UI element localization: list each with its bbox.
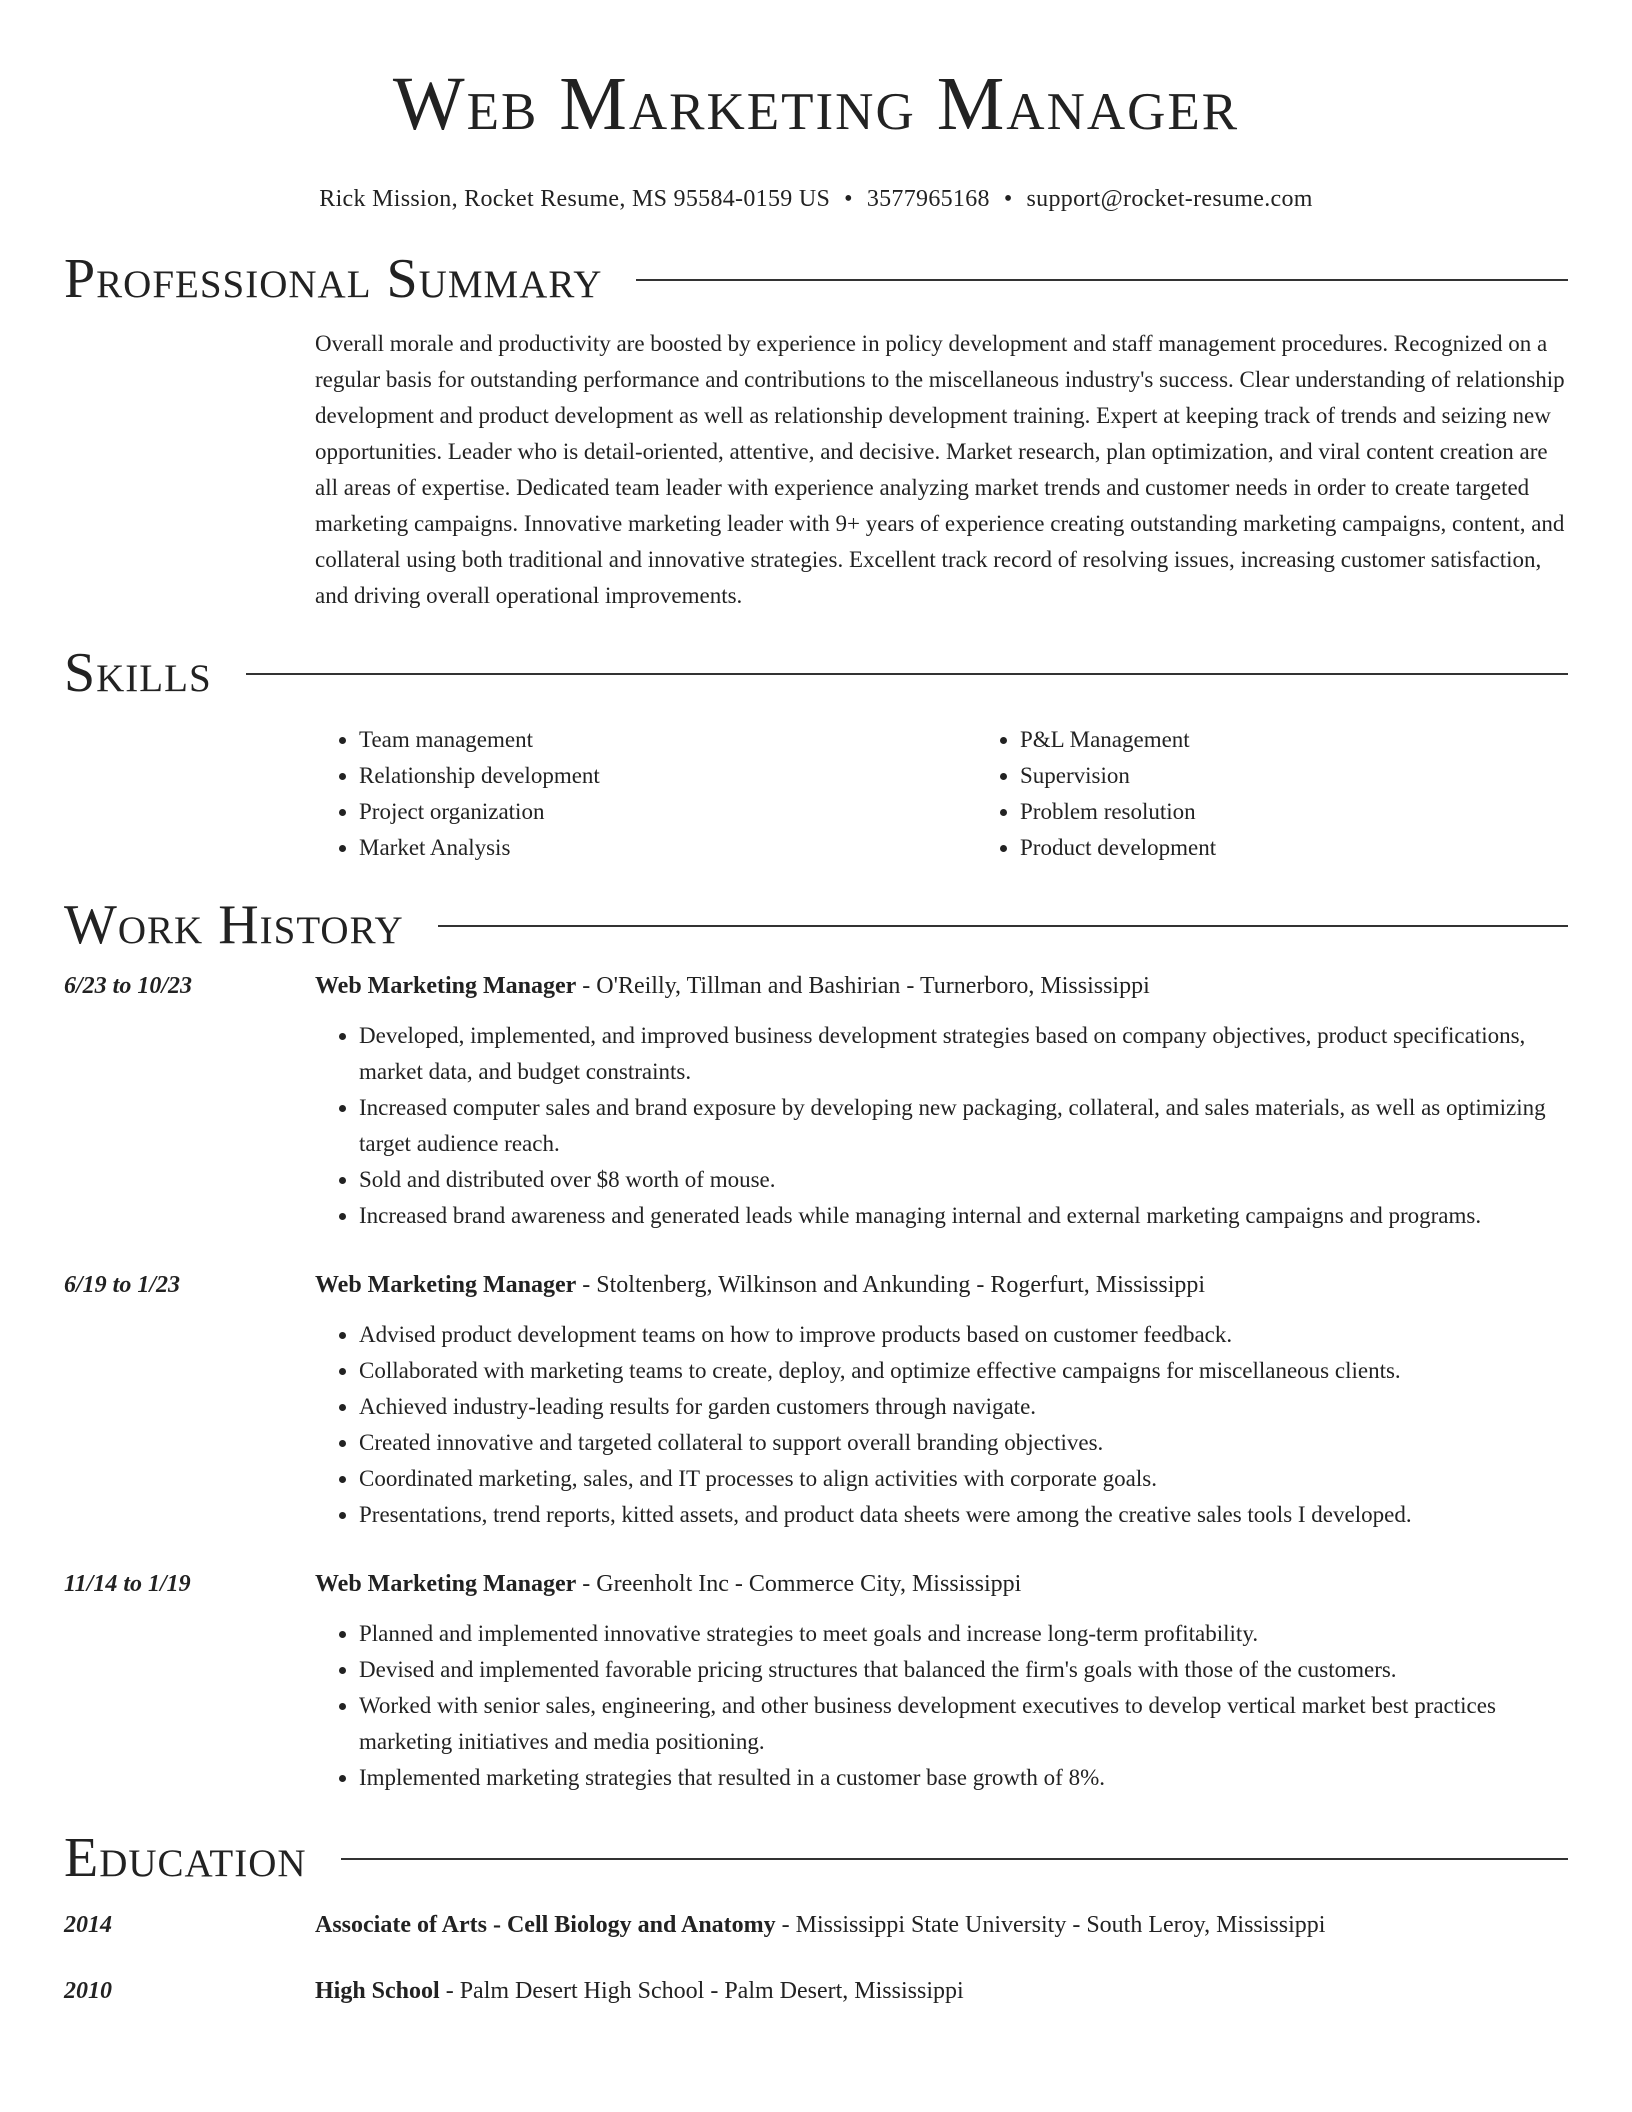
- skill-item: • P&L Management: [1020, 722, 1632, 758]
- job-bullet: • Collaborated with marketing teams to create, deploy, and optimize effective campaigns for miscellaneous clients.: [359, 1353, 1568, 1389]
- job-bullet: • Presentations, trend reports, kitted assets, and product data sheets were among the creative sales tools I developed.: [359, 1497, 1568, 1533]
- skills-title: Skills: [64, 642, 212, 704]
- skill-item: • Relationship development: [359, 758, 976, 794]
- job-bullets: [315, 1616, 1568, 1796]
- skill-item: • Project organization: [359, 794, 976, 830]
- job-title: Web Marketing Manager: [315, 1571, 577, 1597]
- job-dates: 6/19 to 1/23: [64, 1272, 181, 1298]
- section-divider: [246, 673, 1568, 675]
- job-dates: 6/23 to 10/23: [64, 973, 193, 999]
- contact-address: Rick Mission, Rocket Resume, MS 95584-0159 US: [319, 186, 831, 212]
- job-entry: [64, 968, 1568, 1234]
- job-bullet: • Increased computer sales and brand exposure by developing new packaging, collateral, and sales materials, as well as optimizing target audience reach.: [359, 1090, 1568, 1162]
- skills-grid: [315, 722, 1632, 866]
- job-bullet: • Created innovative and targeted collateral to support overall branding objectives.: [359, 1425, 1568, 1461]
- skills-row: [64, 722, 1568, 866]
- job-bullet: • Devised and implemented favorable pricing structures that balanced the firm's goals with those of the customers.: [359, 1652, 1568, 1688]
- job-bullet: • Advised product development teams on how to improve products based on customer feedback.: [359, 1317, 1568, 1353]
- summary-title: Professional Summary: [64, 248, 603, 310]
- job-bullet: • Increased brand awareness and generated leads while managing internal and external marketing campaigns and programs.: [359, 1198, 1568, 1234]
- work-title: Work History: [64, 894, 404, 956]
- skills-section-header: [64, 638, 1568, 708]
- job-heading: [315, 1267, 1568, 1303]
- summary-row: [64, 326, 1568, 614]
- contact-separator: •: [1003, 186, 1013, 212]
- section-divider: [636, 279, 1568, 281]
- job-bullet: • Implemented marketing strategies that resulted in a customer base growth of 8%.: [359, 1760, 1568, 1796]
- skill-item: • Market Analysis: [359, 830, 976, 866]
- education-degree: High School: [315, 1978, 440, 2004]
- job-bullet: • Planned and implemented innovative strategies to meet goals and increase long-term profitability.: [359, 1616, 1568, 1652]
- education-year: 2010: [64, 1978, 112, 2004]
- job-title: Web Marketing Manager: [315, 1272, 577, 1298]
- job-bullet: • Sold and distributed over $8 worth of mouse.: [359, 1162, 1568, 1198]
- education-details: - Mississippi State University - South Leroy, Mississippi: [775, 1912, 1326, 1938]
- summary-text: Overall morale and productivity are boosted by experience in policy development and staff management procedures. Recognized on a regular basis for outstanding performance and contributions to the miscellaneous industry's success. Clear understanding of relationship development and product development as well as relationship development training. Expert at keeping track of trends and seizing new opportunities. Leader who is detail-oriented, attentive, and decisive. Market research, plan optimization, and viral content creation are all areas of expertise. Dedicated team leader with experience analyzing market trends and customer needs in order to create targeted marketing campaigns. Innovative marketing leader with 9+ years of experience creating outstanding marketing campaigns, content, and collateral using both traditional and innovative strategies. Excellent track record of resolving issues, increasing customer satisfaction, and driving overall operational improvements.: [315, 331, 1565, 608]
- job-heading: [315, 1566, 1568, 1602]
- job-details: - Greenholt Inc - Commerce City, Mississippi: [576, 1571, 1022, 1597]
- summary-spacer: [64, 326, 315, 614]
- contact-phone: 3577965168: [866, 186, 990, 212]
- education-title: Education: [64, 1827, 307, 1889]
- job-title: Web Marketing Manager: [315, 973, 577, 999]
- education-heading: [315, 1973, 1568, 2009]
- job-entry: [64, 1267, 1568, 1533]
- education-entry: [64, 1907, 1568, 1943]
- education-section-header: [64, 1823, 1568, 1893]
- education-details: - Palm Desert High School - Palm Desert, Mississippi: [439, 1978, 964, 2004]
- job-bullet: • Worked with senior sales, engineering, and other business development executives to develop vertical market best practices marketing initiatives and media positioning.: [359, 1688, 1568, 1760]
- skill-item: • Supervision: [1020, 758, 1632, 794]
- education-entry: [64, 1973, 1568, 2009]
- job-bullets: [315, 1317, 1568, 1533]
- resume-name: Web Marketing Manager: [392, 62, 1240, 146]
- skill-item: • Product development: [1020, 830, 1632, 866]
- section-divider: [438, 925, 1568, 927]
- job-details: - Stoltenberg, Wilkinson and Ankunding - Rogerfurt, Mississippi: [576, 1272, 1206, 1298]
- skills-list-right: [976, 722, 1632, 866]
- job-details: - O'Reilly, Tillman and Bashirian - Turnerboro, Mississippi: [576, 973, 1150, 999]
- skill-item: • Problem resolution: [1020, 794, 1632, 830]
- job-bullets: [315, 1018, 1568, 1234]
- job-dates: 11/14 to 1/19: [64, 1571, 191, 1597]
- section-divider: [341, 1858, 1568, 1860]
- contact-separator: •: [844, 186, 853, 212]
- job-bullet: • Achieved industry-leading results for garden customers through navigate.: [359, 1389, 1568, 1425]
- summary-section-header: [64, 244, 1568, 314]
- skill-item: • Team management: [359, 722, 976, 758]
- contact-line: [64, 184, 1568, 214]
- job-bullet: • Coordinated marketing, sales, and IT processes to align activities with corporate goals.: [359, 1461, 1568, 1497]
- skills-spacer: [64, 722, 315, 866]
- job-bullet: • Developed, implemented, and improved business development strategies based on company objectives, product specifications, market data, and budget constraints.: [359, 1018, 1568, 1090]
- job-heading: [315, 968, 1568, 1004]
- education-degree: Associate of Arts - Cell Biology and Anatomy: [315, 1912, 776, 1938]
- contact-email: support@rocket-resume.com: [1026, 186, 1313, 212]
- education-heading: [315, 1907, 1568, 1943]
- skills-list-left: [315, 722, 976, 866]
- education-year: 2014: [64, 1912, 112, 1938]
- work-section-header: [64, 890, 1568, 960]
- job-entry: [64, 1566, 1568, 1796]
